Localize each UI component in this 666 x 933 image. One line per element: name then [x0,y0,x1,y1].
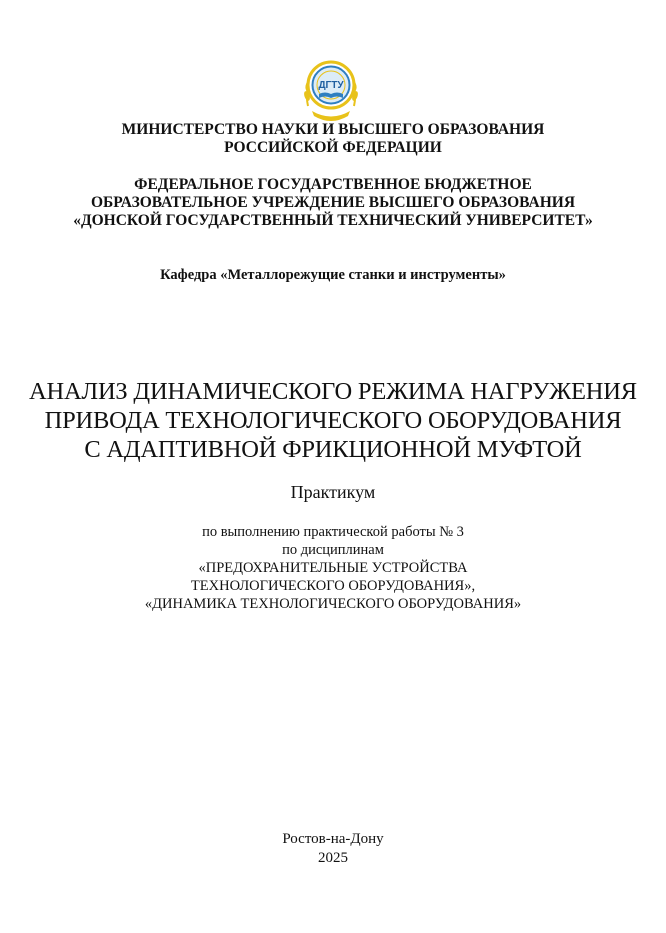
institution-line: ФЕДЕРАЛЬНОЕ ГОСУДАРСТВЕННОЕ БЮДЖЕТНОЕ [134,176,532,193]
publication-footer [0,830,666,868]
document-title [0,377,666,464]
ministry-line: МИНИСТЕРСТВО НАУКИ И ВЫСШЕГО ОБРАЗОВАНИЯ [121,121,545,138]
ministry-line: РОССИЙСКОЙ ФЕДЕРАЦИИ [224,139,442,156]
ministry-heading [0,121,666,157]
purpose-description [0,523,666,613]
title-line: С АДАПТИВНОЙ ФРИКЦИОННОЙ МУФТОЙ [84,436,582,463]
university-logo [300,56,362,122]
purpose-line: «ПРЕДОХРАНИТЕЛЬНЫЕ УСТРОЙСТВА [198,560,468,576]
document-type: Практикум [290,482,376,502]
department-name: Кафедра «Металлорежущие станки и инструменты» [160,267,506,283]
purpose-line: по выполнению практической работы № 3 [202,524,464,540]
title-line: ПРИВОДА ТЕХНОЛОГИЧЕСКОГО ОБОРУДОВАНИЯ [44,407,622,434]
purpose-line: ТЕХНОЛОГИЧЕСКОГО ОБОРУДОВАНИЯ», [190,578,476,594]
purpose-line: по дисциплинам [282,542,384,558]
title-line: АНАЛИЗ ДИНАМИЧЕСКОГО РЕЖИМА НАГРУЖЕНИЯ [29,378,637,405]
institution-heading [0,176,666,230]
logo-text: ДГТУ [318,80,344,91]
publication-city: Ростов-на-Дону [282,831,384,847]
publication-year: 2025 [318,850,348,866]
purpose-line: «ДИНАМИКА ТЕХНОЛОГИЧЕСКОГО ОБОРУДОВАНИЯ» [144,596,522,612]
institution-line: ОБРАЗОВАТЕЛЬНОЕ УЧРЕЖДЕНИЕ ВЫСШЕГО ОБРАЗОВАНИЯ [90,194,576,211]
institution-line: «ДОНСКОЙ ГОСУДАРСТВЕННЫЙ ТЕХНИЧЕСКИЙ УНИВЕРСИТЕТ» [73,212,593,229]
